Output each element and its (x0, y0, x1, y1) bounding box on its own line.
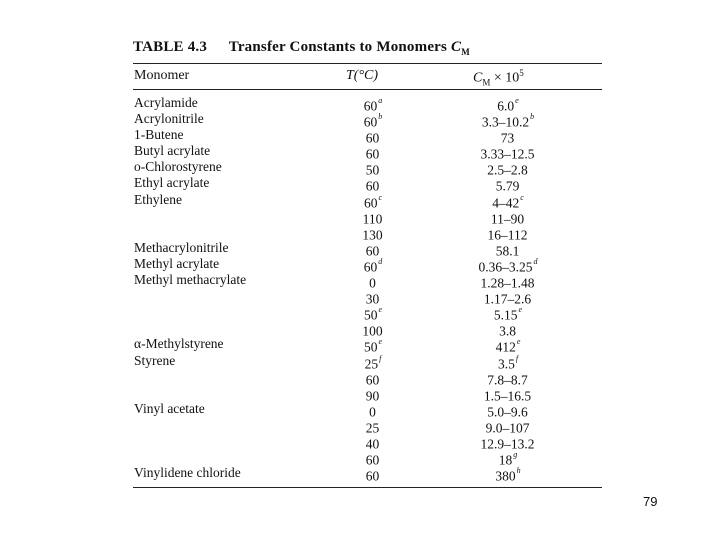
cell-transfer-constant-value: 7.8–8.7 (487, 372, 528, 388)
table-row (133, 385, 602, 404)
cell-temperature-value: 100 (362, 323, 383, 339)
footnote-marker: b (378, 112, 383, 122)
cell-transfer-constant-value: 73 (500, 130, 515, 146)
cell-temperature-value: 60 (365, 468, 380, 484)
header-cm-exp: 5 (519, 68, 524, 78)
cell-temperature-value: 0 (369, 404, 376, 420)
title-symbol (451, 39, 470, 55)
header-temperature-text: T(°C) (346, 68, 379, 83)
cell-transfer-constant-value: 3.8 (499, 323, 516, 339)
header-temperature (346, 68, 378, 86)
cell-temperature-value: 50 (363, 307, 378, 323)
cell-temperature-value: 90 (365, 388, 380, 404)
header-monomer: Monomer (134, 68, 190, 83)
cell-temperature-value: 60 (363, 195, 378, 211)
table-row (133, 465, 602, 484)
cell-temperature-value: 130 (362, 227, 383, 243)
footnote-marker: d (533, 256, 538, 266)
cell-monomer: Vinylidene chloride (134, 465, 241, 481)
cell-transfer-constant-value: 2.5–2.8 (487, 162, 528, 178)
cell-transfer-constant-value: 3.33–12.5 (480, 146, 535, 162)
cell-temperature-value: 60 (365, 243, 380, 259)
cell-transfer-constant-value: 5.15 (493, 307, 518, 323)
cell-temperature-value: 60 (363, 259, 378, 275)
footnote-marker: c (378, 192, 383, 202)
header-cm-symbol: C (473, 70, 483, 86)
cell-temperature-value: 60 (365, 146, 380, 162)
cell-monomer: o-Chlorostyrene (134, 159, 222, 175)
top-rule (133, 63, 602, 64)
table-row (133, 127, 602, 146)
table-row (133, 239, 602, 259)
cell-temperature-value: 60 (365, 130, 380, 146)
table-row (133, 143, 602, 162)
cell-transfer-constant-value: 1.5–16.5 (483, 388, 532, 404)
table-row (133, 224, 602, 243)
cell-transfer-constant-value: 16–112 (487, 227, 528, 243)
table-row (133, 272, 602, 291)
table-row (133, 417, 602, 436)
cell-transfer-constant-value: 9.0–107 (485, 420, 530, 436)
cell-temperature-value: 30 (365, 291, 380, 307)
footnote-marker: a (378, 96, 383, 105)
footnote-marker: f (515, 353, 519, 363)
table-row (133, 320, 602, 339)
cell-transfer-constant (443, 465, 573, 485)
cell-transfer-constant-value: 5.79 (495, 178, 520, 194)
table-row (133, 400, 602, 420)
table-row (133, 433, 602, 452)
cell-transfer-constant-value: 0.36–3.25 (478, 259, 533, 275)
table-body (133, 95, 602, 484)
cell-temperature-value: 50 (363, 339, 378, 355)
bottom-rule (133, 487, 602, 488)
cell-temperature-value: 60 (365, 372, 380, 388)
cell-temperature-value: 25 (365, 420, 380, 436)
header-rule (133, 89, 602, 90)
footnote-marker: e (516, 337, 521, 347)
footnote-marker: e (515, 96, 519, 105)
table-row (133, 336, 602, 355)
cell-temperature-value: 60 (363, 98, 378, 114)
table-caption: Transfer Constants to Monomers (228, 39, 448, 55)
cell-monomer: α-Methylstyrene (134, 336, 224, 352)
footnote-marker: c (520, 192, 524, 202)
table-row (133, 191, 602, 211)
cell-transfer-constant-value: 18 (498, 452, 513, 468)
cell-temperature-value: 40 (365, 436, 380, 452)
header-cm-times: × 10 (493, 70, 520, 86)
cell-monomer: Methyl acrylate (134, 255, 220, 271)
footnote-marker: f (379, 353, 382, 363)
footnote-marker: e (378, 305, 383, 315)
cell-transfer-constant-value: 58.1 (495, 243, 520, 259)
cell-monomer: Methacrylonitrile (134, 239, 229, 255)
cell-temperature-value: 0 (369, 275, 376, 291)
cell-monomer: Styrene (134, 352, 176, 368)
header-cm-sub: M (482, 77, 491, 88)
header-transfer-constant (473, 68, 524, 86)
cell-monomer: Butyl acrylate (134, 143, 211, 159)
cell-monomer: Ethyl acrylate (134, 175, 210, 191)
cell-monomer: Acrylamide (134, 95, 198, 110)
cell-temperature-value: 60 (365, 178, 380, 194)
table-row (133, 288, 602, 307)
table-row (133, 95, 602, 114)
cell-monomer: Methyl methacrylate (134, 272, 247, 288)
title-symbol-sub: M (461, 47, 470, 57)
table-title (133, 39, 603, 61)
table-row (133, 304, 602, 323)
table-label: TABLE 4.3 (133, 39, 208, 55)
cell-transfer-constant-value: 380 (495, 468, 516, 484)
cell-monomer: 1-Butene (134, 127, 184, 143)
table-row (133, 175, 602, 194)
footnote-marker: e (378, 337, 383, 347)
footnote-marker: h (516, 466, 521, 476)
cell-monomer: Vinyl acetate (134, 400, 205, 416)
cell-temperature-value: 25 (364, 356, 379, 371)
cell-transfer-constant-value: 1.28–1.48 (480, 275, 535, 291)
table-row (133, 449, 602, 468)
cell-transfer-constant-value: 1.17–2.6 (483, 291, 532, 307)
table-row (133, 353, 602, 369)
cell-transfer-constant-value: 3.3–10.2 (481, 114, 530, 130)
cell-transfer-constant-value: 4–42 (492, 195, 520, 211)
cell-transfer-constant-value: 11–90 (490, 211, 525, 227)
cell-temperature-value: 110 (362, 211, 383, 227)
cell-temperature-value: 60 (365, 452, 380, 468)
footnote-marker: g (513, 450, 518, 460)
table-row (133, 159, 602, 178)
table-row (133, 255, 602, 275)
cell-transfer-constant-value: 6.0 (497, 98, 515, 114)
cell-transfer-constant-value: 12.9–13.2 (480, 436, 535, 452)
footnote-marker: b (530, 112, 535, 122)
table-row (133, 111, 602, 130)
footnote-marker: d (378, 256, 383, 266)
footnote-marker: e (518, 305, 523, 315)
cell-temperature (328, 465, 418, 485)
table-row (133, 208, 602, 227)
page-number: 79 (643, 494, 658, 509)
cell-monomer: Acrylonitrile (134, 111, 204, 127)
cell-transfer-constant-value: 3.5 (497, 356, 515, 371)
cell-monomer: Ethylene (134, 191, 182, 207)
cell-temperature-value: 50 (365, 162, 380, 178)
table-row (133, 369, 602, 388)
cell-transfer-constant-value: 5.0–9.6 (487, 404, 528, 420)
cell-transfer-constant-value: 412 (495, 339, 516, 355)
title-symbol-letter: C (451, 39, 462, 55)
cell-temperature-value: 60 (363, 114, 378, 130)
